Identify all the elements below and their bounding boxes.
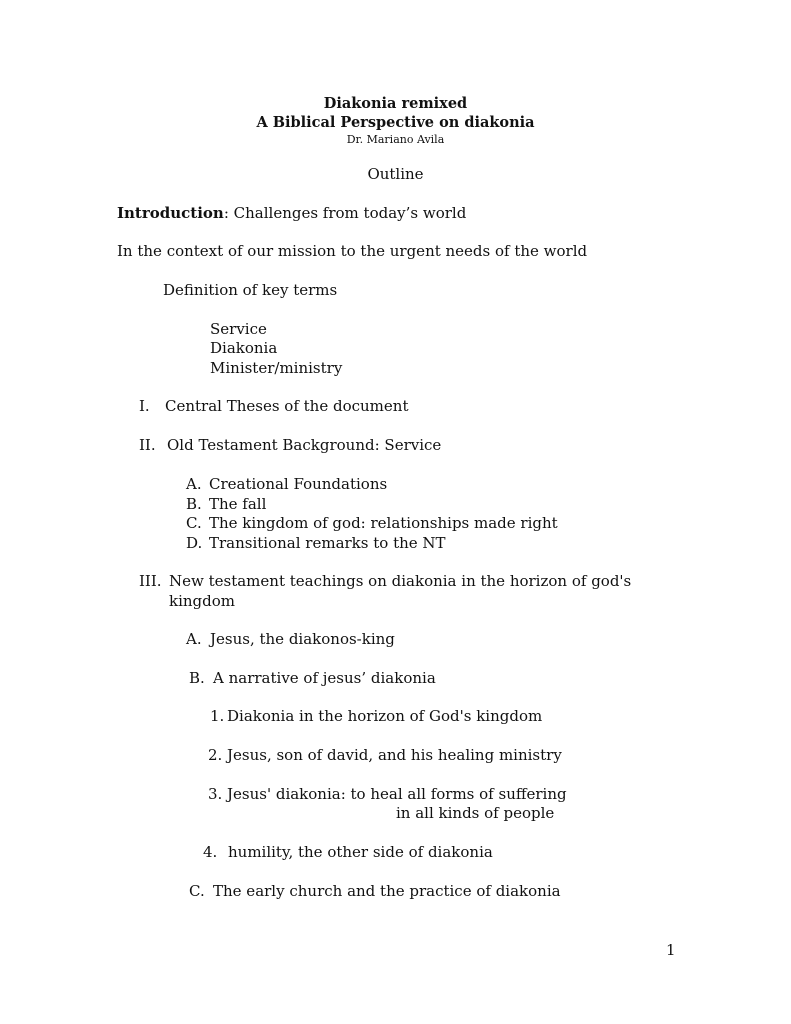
item-text: A narrative of jesus’ diakonia [213, 669, 436, 687]
section-1 [139, 396, 409, 416]
list-item [186, 629, 395, 649]
document-subtitle: A Biblical Perspective on diakonia [256, 114, 535, 131]
term-item: Diakonia [210, 339, 278, 357]
list-item [186, 513, 558, 533]
sub-text: humility, the other side of diakonia [228, 843, 493, 861]
introduction-text: : Challenges from today’s world [223, 204, 467, 222]
section-3 [139, 571, 632, 591]
list-item [189, 668, 436, 688]
sub-item [208, 784, 567, 804]
sub-text-continued: in all kinds of people [396, 804, 555, 822]
item-text: The fall [209, 495, 267, 513]
section-number: II. [139, 436, 156, 454]
section-number: III. [139, 572, 162, 590]
page-number: 1 [666, 941, 676, 959]
item-letter: A. [186, 630, 202, 648]
definition-heading: Definition of key terms [163, 281, 338, 299]
section-title: Central Theses of the document [165, 397, 409, 415]
list-item [186, 474, 388, 494]
list-item [186, 494, 267, 514]
item-letter: D. [186, 534, 203, 552]
item-text: Creational Foundations [209, 475, 388, 493]
item-letter: B. [189, 669, 205, 687]
list-item [186, 533, 446, 553]
context-line: In the context of our mission to the urgent needs of the world [117, 242, 588, 260]
sub-item [210, 706, 543, 726]
section-2 [139, 435, 442, 455]
item-letter: B. [186, 495, 202, 513]
item-text: The early church and the practice of diakonia [213, 882, 561, 900]
item-text: Jesus, the diakonos-king [210, 630, 395, 648]
item-letter: A. [186, 475, 202, 493]
item-text: The kingdom of god: relationships made right [209, 514, 558, 532]
sub-number: 2. [208, 746, 223, 764]
item-letter: C. [186, 514, 202, 532]
sub-number: 3. [208, 785, 223, 803]
introduction-line [117, 203, 466, 223]
sub-text: Jesus, son of david, and his healing ministry [227, 746, 562, 764]
outline-heading: Outline [367, 165, 424, 183]
sub-number: 1. [210, 707, 225, 725]
sub-item [208, 745, 562, 765]
section-number: I. [139, 397, 150, 415]
term-item: Service [210, 320, 267, 338]
section-title-continued: kingdom [169, 592, 236, 610]
sub-text: Jesus' diakonia: to heal all forms of suffering [227, 785, 567, 803]
term-item: Minister/ministry [210, 359, 343, 377]
section-title: New testament teachings on diakonia in the horizon of god's [169, 572, 632, 590]
item-letter: C. [189, 882, 205, 900]
section-title: Old Testament Background: Service [167, 436, 442, 454]
author: Dr. Mariano Avila [346, 133, 445, 146]
introduction-label: Introduction [117, 204, 224, 222]
document-title: Diakonia remixed [323, 95, 468, 112]
sub-text: Diakonia in the horizon of God's kingdom [227, 707, 543, 725]
item-text: Transitional remarks to the NT [209, 534, 446, 552]
list-item [189, 881, 561, 901]
sub-item [203, 842, 493, 862]
sub-number: 4. [203, 843, 218, 861]
